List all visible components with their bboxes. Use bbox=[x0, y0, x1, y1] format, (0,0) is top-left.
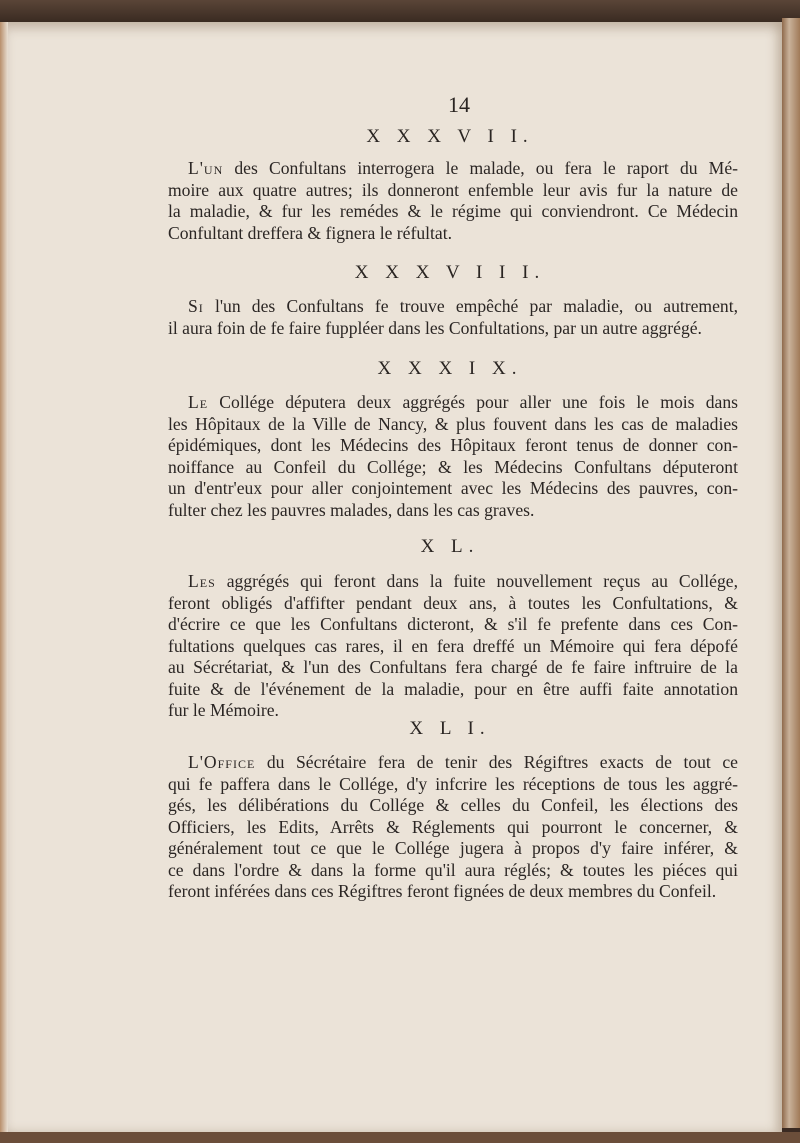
text-line: aggrégés qui feront dans la fuite nouvellement reçus au Collége, bbox=[215, 571, 738, 591]
text-line: Collége députera deux aggrégés pour aller une fois le mois dans bbox=[208, 392, 738, 412]
text-line: Officiers, les Edits, Arrêts & Réglements qui pourront le concerner, & bbox=[168, 816, 738, 837]
text-line: noiffance au Confeil du Collége; & les Médecins Confultans députeront bbox=[168, 456, 738, 477]
lead-word: L'un bbox=[188, 158, 224, 178]
text-line: gés, les délibérations du Collége & celles du Confeil, les élections des bbox=[168, 795, 738, 815]
lead-word: Le bbox=[188, 392, 209, 412]
article-heading: X X X V I I. bbox=[366, 126, 534, 147]
text-line: un d'entr'eux pour aller conjointement avec les Médecins des pauvres, con- bbox=[168, 478, 738, 498]
text-line: épidémiques, dont les Médecins des Hôpitaux feront tenus de donner con- bbox=[168, 435, 738, 455]
text-line: fur le Mémoire. bbox=[168, 700, 279, 720]
page-fore-edge bbox=[782, 18, 800, 1128]
article-paragraph bbox=[168, 752, 738, 903]
text-line: généralement tout ce que le Collége jugera à propos d'y faire inférer, & bbox=[168, 838, 738, 858]
text-line: feront obligés d'affifter pendant deux ans, à toutes les Confultations, & bbox=[168, 592, 738, 613]
article-heading: X L. bbox=[420, 536, 480, 557]
lead-word: Les bbox=[188, 571, 216, 591]
article-paragraph bbox=[168, 296, 738, 339]
page-gutter bbox=[0, 22, 8, 1132]
text-line: la maladie, & fur les remédes & le régime qui conviendront. Ce Médecin bbox=[168, 201, 738, 221]
article-paragraph bbox=[168, 158, 738, 244]
text-line: Confultant dreffera & fignera le réfultat. bbox=[168, 222, 452, 243]
text-line: fultations quelques cas rares, il en fera dreffé un Mémoire qui fera dépofé bbox=[168, 635, 738, 656]
text-line: des Confultans interrogera le malade, ou fera le raport du Mé- bbox=[223, 158, 738, 178]
book-bottom-edge bbox=[0, 1132, 800, 1143]
article-heading: X X X I X. bbox=[377, 358, 523, 379]
text-line: qui fe paffera dans le Collége, d'y infcrire les réceptions de tous les aggré- bbox=[168, 773, 738, 794]
article-paragraph bbox=[168, 392, 738, 521]
text-line: d'écrire ce que les Confultans dicteront, & s'il fe prefente dans ces Con- bbox=[168, 614, 738, 634]
page-number: 14 bbox=[448, 92, 470, 117]
article-heading: X L I. bbox=[409, 718, 491, 739]
lead-word: Si bbox=[188, 296, 204, 316]
text-line: au Sécrétariat, & l'un des Confultans fera chargé de fe faire inftruire de la bbox=[168, 657, 738, 677]
text-line: il aura foin de fe faire fuppléer dans les Confultations, par un autre aggrégé. bbox=[168, 317, 702, 338]
lead-word: L'Office bbox=[188, 752, 256, 772]
article-paragraph bbox=[168, 571, 738, 722]
text-line: fulter chez les pauvres malades, dans les cas graves. bbox=[168, 499, 535, 520]
text-line: feront inférées dans ces Régiftres feront fignées de deux membres du Confeil. bbox=[168, 881, 717, 901]
text-line: ce dans l'ordre & dans la forme qu'il aura réglés; & toutes les piéces qui bbox=[168, 859, 738, 880]
text-line: moire aux quatre autres; ils donneront enfemble leur avis fur la nature de bbox=[168, 179, 738, 200]
article-heading: X X X V I I I. bbox=[354, 262, 546, 283]
text-line: l'un des Confultans fe trouve empêché par maladie, ou autrement, bbox=[203, 296, 738, 316]
text-line: fuite & de l'événement de la maladie, pour en être auffi faite annotation bbox=[168, 678, 738, 699]
text-line: les Hôpitaux de la Ville de Nancy, & plus fouvent dans les cas de maladies bbox=[168, 413, 738, 434]
text-line: du Sécrétaire fera de tenir des Régiftres exacts de tout ce bbox=[255, 752, 738, 772]
